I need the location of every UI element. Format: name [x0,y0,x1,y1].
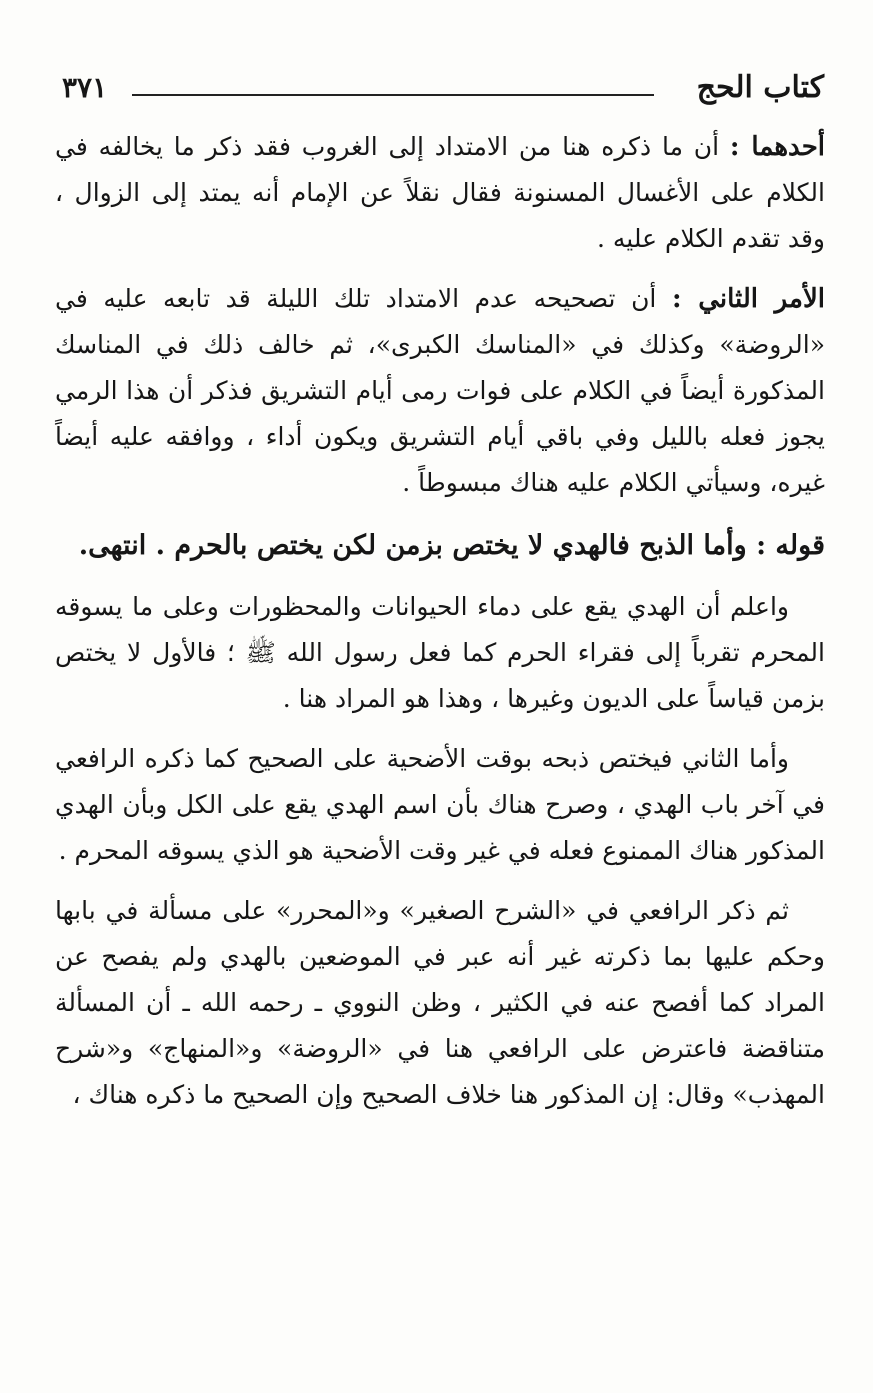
paragraph-text: أن ما ذكره هنا من الامتداد إلى الغروب فقد ذكر ما يخالفه في الكلام على الأغسال المسنونة فقال نقلاً عن الإمام أنه يمتد إلى الزوال ، وقد تقدم الكلام عليه . [55,132,825,253]
paragraph-rafii-nawawi: ثم ذكر الرافعي في «الشرح الصغير» و«المحرر» على مسألة في بابها وحكم عليها بما ذكرته غير أنه عبر في الموضعين بالهدي ولم يفصح عن المراد كما أفصح عنه في الكثير ، وظن النووي ـ رحمه الله ـ أن المسألة متناقضة فاعترض على الرافعي هنا في «الروضة» و«المنهاج» و«شرح المهذب» وقال: إن المذكور هنا خلاف الصحيح وإن الصحيح ما ذكره هناك ، [55,896,825,1109]
header-rule [132,94,654,96]
paragraph-first-issue [55,124,825,262]
paragraph-text: أن تصحيحه عدم الامتداد تلك الليلة قد تابعه عليه في «الروضة» وكذلك في «المناسك الكبرى»، ثم خالف ذلك في المناسك المذكورة أيضاً في الكلام على فوات رمى أيام التشريق فذكر أن هذا الرمي يجوز فعله بالليل وفي باقي أيام التشريق ويكون أداء ، ووافقه عليه أيضاً غيره، وسيأتي الكلام عليه هناك مبسوطاً . [55,284,825,497]
paragraph-second-type: وأما الثاني فيختص ذبحه بوقت الأضحية على الصحيح كما ذكره الرافعي في آخر باب الهدي ، وصرح هناك بأن اسم الهدي يقع على الكل وبأن الهدي المذكور هناك الممنوع فعله في غير وقت الأضحية هو الذي يسوقه المحرم . [55,744,825,865]
paragraph-lead: أحدهما : [729,132,825,162]
page-body [55,124,825,1128]
paragraph-lead: الأمر الثاني : [671,284,825,314]
page-number: ٣٧١ [62,71,108,104]
paragraph-explanation: واعلم أن الهدي يقع على دماء الحيوانات والمحظورات وعلى ما يسوقه المحرم تقرباً إلى فقراء الحرم كما فعل رسول الله ﷺ ؛ فالأول لا يختص بزمن قياساً على الديون وغيرها ، وهذا هو المراد هنا . [55,592,825,713]
quoted-statement: قوله : وأما الذبح فالهدي لا يختص بزمن لكن يختص بالحرم . انتهى. [78,530,825,561]
running-header [62,66,824,116]
chapter-title: كتاب الحج [696,70,824,105]
paragraph-second-issue [55,276,825,506]
